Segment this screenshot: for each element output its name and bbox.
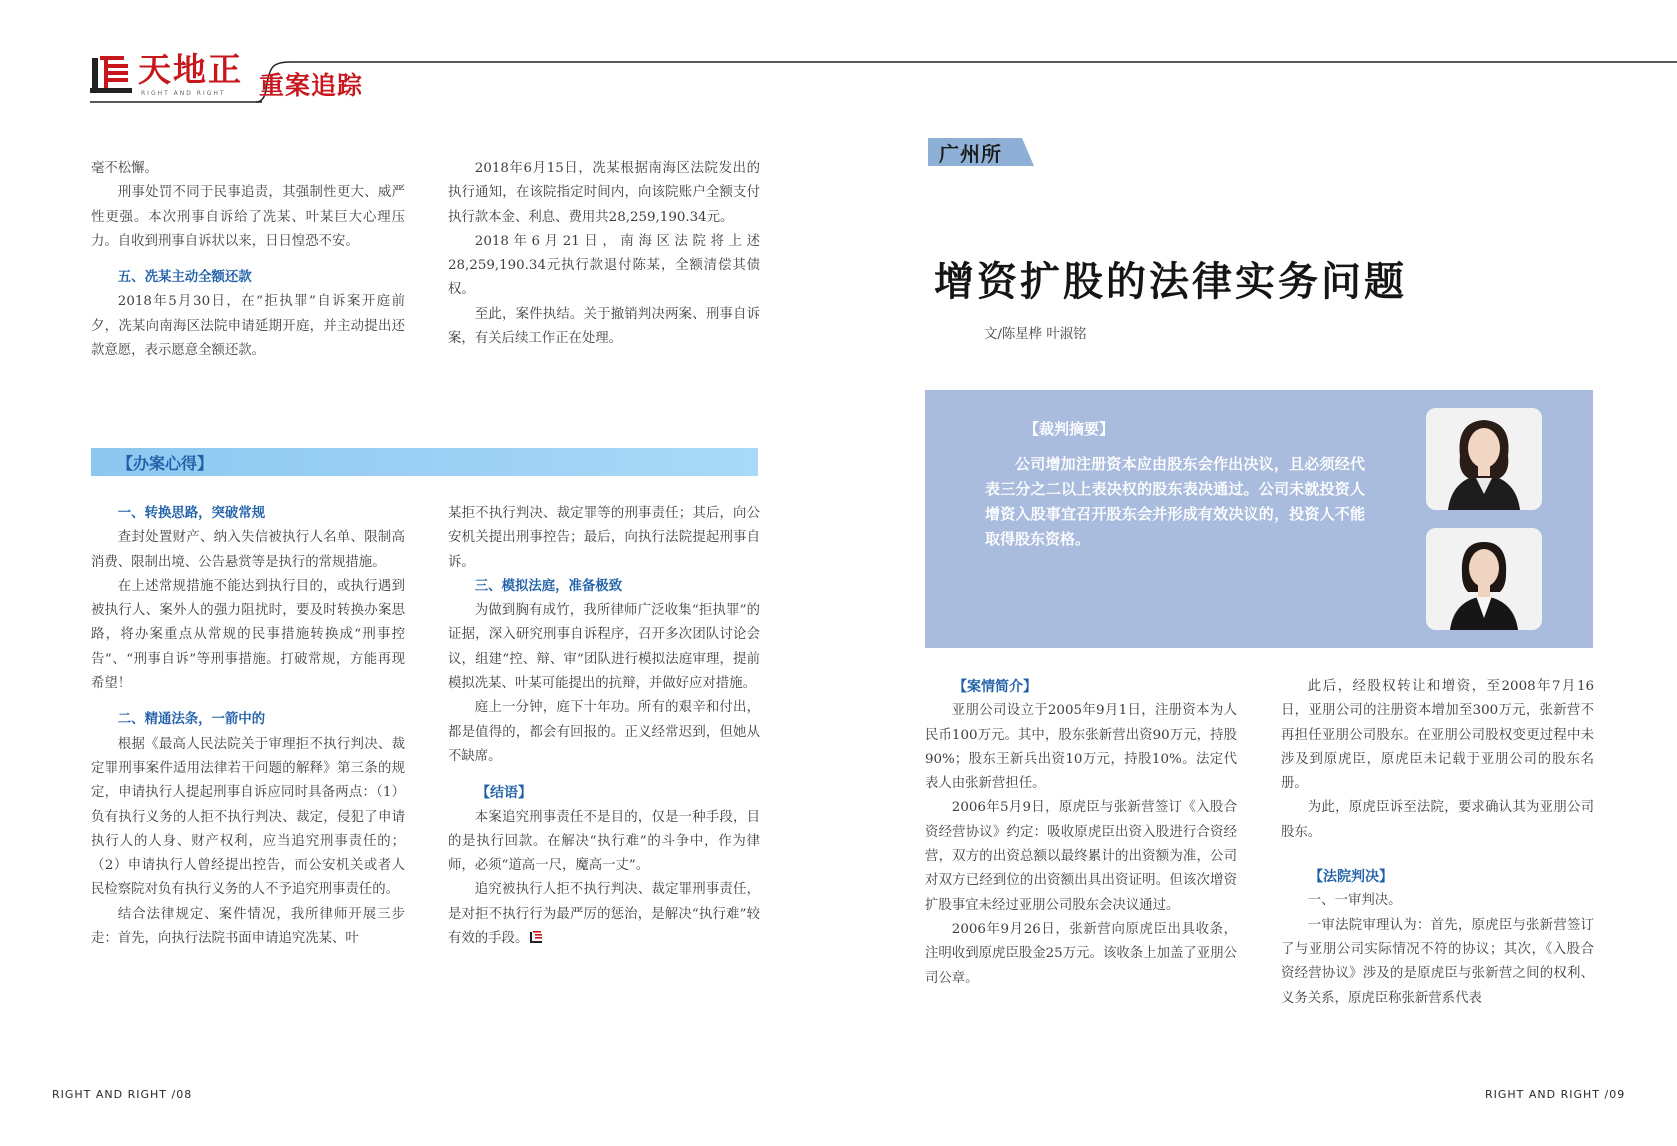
footer-left: RIGHT AND RIGHT /08 — [52, 1088, 193, 1101]
subheading — [118, 708, 405, 732]
office-tag: 广州所 — [939, 142, 1002, 166]
paragraph — [1281, 796, 1594, 845]
summary-text: 公司增加注册资本应由股东会作出决议，且必须经代表三分之二以上表决权的股东表决通过。公司未就投资人增资入股事宜召开股东会并形成有效决议的，投资人不能取得股东资格。 — [985, 455, 1365, 548]
section-bar-experience — [91, 448, 758, 476]
lawyer-portrait-1 — [1426, 408, 1542, 510]
bracket-heading — [476, 781, 760, 805]
paragraph — [91, 733, 405, 903]
header-rule — [0, 0, 1677, 110]
byline: 文/陈星桦 叶淑铭 — [984, 327, 1087, 342]
right-column-1 — [925, 675, 1237, 991]
spacer — [91, 696, 405, 708]
paragraph — [448, 599, 760, 696]
paragraph — [91, 903, 405, 952]
text: 刑事处罚不同于民事追责，其强制性更大、威严性更强。本次刑事自诉给了冼某、叶某巨大心理压力。自收到刑事自诉状以来，日日惶恐不安。 — [91, 185, 405, 249]
text: 2018年6月15日，冼某根据南海区法院发出的执行通知，在该院指定时间内，向该院账户全额支付执行款本金、利息、费用共28,259,190.34元。 — [448, 161, 760, 225]
text: 五、冼某主动全额还款 — [117, 270, 252, 286]
text: 某拒不执行判决、裁定罪等的刑事责任；其后，向公安机关提出刑事控告；最后，向执行法院提起刑事自诉。 — [448, 506, 760, 570]
article-title: 增资扩股的法律实务问题 — [934, 258, 1407, 305]
paragraph — [91, 575, 405, 696]
paragraph — [448, 696, 760, 769]
paragraph — [925, 918, 1237, 991]
paragraph — [91, 290, 405, 363]
paragraph — [91, 526, 405, 575]
left-column-2-bottom — [448, 502, 760, 951]
footer-right: RIGHT AND RIGHT /09 — [1485, 1088, 1626, 1101]
text: 2018年5月30日，在“拒执罪”自诉案开庭前夕，冼某向南海区法院申请延期开庭，并主动提出还款意愿，表示愿意全额还款。 — [91, 294, 405, 359]
lawyer-portrait-2 — [1426, 528, 1542, 630]
logo-text: 天地正 — [138, 50, 243, 89]
paragraph — [448, 878, 760, 951]
left-column-1-bottom — [91, 502, 405, 951]
spacer — [448, 769, 760, 781]
text: 根据《最高人民法院关于审理拒不执行判决、裁定罪刑事案件适用法律若干问题的解释》第三条的规定，申请执行人提起刑事自诉应同时具备两点：（1）负有执行义务的人拒不执行判决、裁定，侵犯了申请执行人的人身、财产权利，应当追究刑事责任的；（2）申请执行人曾经提出控告，而公安机关或者人民检察院对负有执行义务的人不予追究刑事责任的。 — [91, 736, 405, 898]
paragraph — [448, 502, 760, 575]
subheading — [475, 575, 760, 599]
spacer — [1281, 845, 1594, 857]
paragraph — [91, 181, 405, 254]
summary-heading: 【裁判摘要】 — [1024, 420, 1115, 438]
bracket-heading — [953, 675, 1237, 699]
paragraph — [448, 806, 760, 879]
right-column-2 — [1281, 675, 1594, 1011]
text: 亚朋公司设立于2005年9月1日，注册资本为人民币100万元。其中，股东张新营出资90万元，持股90%；股东王新兵出资10万元，持股10%。法定代表人由张新营担任。 — [925, 703, 1237, 792]
text: 【法院判决】 — [1309, 869, 1393, 886]
text: 一、一审判决。 — [1307, 893, 1402, 909]
end-mark-icon — [530, 931, 542, 943]
spacer — [1281, 857, 1594, 865]
text: 在上述常规措施不能达到执行目的，或执行遇到被执行人、案外人的强力阻扰时，要及时转换办案思路，将办案重点从常规的民事措施转换成“刑事控告”、“刑事自诉”等刑事措施。打破常规，方能再现希望！ — [91, 578, 405, 692]
portrait-icon — [1426, 408, 1542, 510]
text: 查封处置财产、纳入失信被执行人名单、限制高消费、限制出境、公告悬赏等是执行的常规措施。 — [91, 530, 405, 570]
text: 至此，案件执结。关于撤销判决两案、刑事自诉案，有关后续工作正在处理。 — [448, 306, 760, 347]
paragraph — [1281, 889, 1594, 913]
subheading — [118, 502, 405, 526]
paragraph — [925, 699, 1237, 796]
text: 一、转换思路，突破常规 — [117, 506, 266, 521]
text: 此后，经股权转让和增资，至2008年7月16日，亚朋公司的注册资本增加至300万元，张新营不再担任亚朋公司股东。在亚朋公司股权变更过程中未涉及到原虎臣，原虎臣未记载于亚朋公司的股东名册。 — [1281, 679, 1594, 792]
paragraph — [448, 303, 760, 352]
text: 【结语】 — [476, 785, 532, 802]
paragraph — [925, 796, 1237, 917]
text: 2006年5月9日，原虎臣与张新营签订《入股合资经营协议》约定：吸收原虎臣出资入股进行合资经营，双方的出资总额以最终累计的出资额为准，公司对双方已经到位的出资额出具出资证明。但该次增资扩股事宜未经过亚朋公司股东会决议通过。 — [925, 800, 1237, 913]
text: 2018年6月21日，南海区法院将上述28,259,190.34元执行款退付陈某，全额清偿其债权。 — [448, 233, 760, 298]
logo-subtitle: RIGHT AND RIGHT — [141, 90, 226, 97]
text: 本案追究刑事责任不是目的，仅是一种手段，目的是执行回款。在解决“执行难”的斗争中，作为律师，必须“道高一尺，魔高一丈”。 — [448, 809, 760, 874]
section-name: 重案追踪 — [259, 71, 364, 100]
text: 为此，原虎臣诉至法院，要求确认其为亚朋公司股东。 — [1281, 800, 1594, 840]
section-bar-label: 【办案心得】 — [117, 454, 214, 473]
paragraph — [448, 157, 760, 230]
paragraph — [1281, 914, 1594, 1011]
logo-icon — [90, 54, 132, 94]
subheading — [118, 266, 405, 290]
text: 毫不松懈。 — [91, 161, 158, 176]
text: 2006年9月26日，张新营向原虎臣出具收条，注明收到原虎臣股金25万元。该收条上加盖了亚朋公司公章。 — [925, 921, 1237, 986]
paragraph — [448, 230, 760, 303]
text: 结合法律规定、案件情况，我所律师开展三步走：首先，向执行法院书面申请追究冼某、叶 — [91, 906, 405, 947]
text: 二、精通法条，一箭中的 — [117, 712, 266, 728]
left-column-2-top — [448, 157, 760, 351]
text: 庭上一分钟，庭下十年功。所有的艰辛和付出，都是值得的，都会有回报的。正义经常迟到，但她从不缺席。 — [448, 700, 760, 764]
spacer — [91, 254, 405, 266]
text: 一审法院审理认为：首先，原虎臣与张新营签订了与亚朋公司实际情况不符的协议；其次，《入股合资经营协议》涉及的是原虎臣与张新营之间的权利、义务关系，原虎臣称张新营系代表 — [1281, 917, 1594, 1006]
text: 三、模拟法庭，准备极致 — [474, 578, 623, 594]
paragraph — [1281, 675, 1594, 796]
left-column-1-top — [91, 157, 405, 363]
text: 【案情简介】 — [953, 679, 1037, 695]
portrait-icon — [1426, 528, 1542, 630]
bracket-heading — [1309, 865, 1594, 889]
text: 为做到胸有成竹，我所律师广泛收集“拒执罪”的证据，深入研究刑事自诉程序，召开多次团队讨论会议，组建“控、辩、审”团队进行模拟法庭审理，提前模拟冼某、叶某可能提出的抗辩，并做好应对措施。 — [448, 603, 760, 692]
text: 追究被执行人拒不执行判决、裁定罪刑事责任，是对拒不执行行为最严厉的惩治，是解决“执行难”较有效的手段。 — [448, 882, 760, 947]
paragraph — [91, 157, 405, 181]
